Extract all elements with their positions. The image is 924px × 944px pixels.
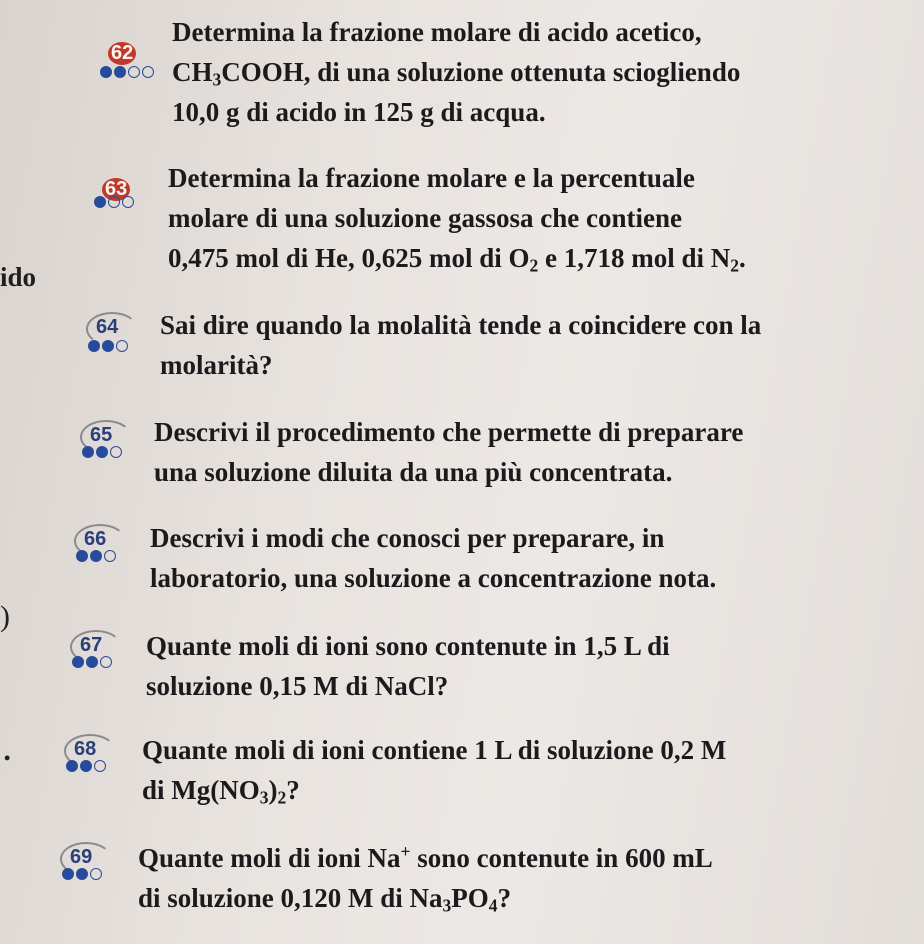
exercise-text — [142, 730, 726, 810]
exercise-number-badge — [92, 178, 168, 234]
difficulty-dots — [76, 550, 116, 562]
difficulty-dot-empty — [108, 196, 120, 208]
exercise-number: 62 — [108, 42, 136, 65]
difficulty-dots — [100, 66, 154, 78]
margin-dot-fragment: • — [4, 748, 11, 768]
exercise-number: 64 — [96, 316, 119, 338]
text-line: $CH_3COOH$, di una soluzione ottenuta sciogliendo — [172, 57, 741, 90]
difficulty-dot-filled — [76, 868, 88, 880]
text-line: molarità? — [160, 350, 273, 380]
exercise-text — [150, 518, 716, 598]
exercise-text — [138, 838, 713, 918]
text-line: Determina la frazione molare e la percentuale — [168, 163, 695, 193]
difficulty-dot-filled — [62, 868, 74, 880]
difficulty-dot-filled — [86, 656, 98, 668]
difficulty-dot-filled — [76, 550, 88, 562]
difficulty-dots — [82, 446, 122, 458]
difficulty-dot-empty — [142, 66, 154, 78]
exercise-number: 67 — [80, 634, 103, 656]
difficulty-dot-empty — [128, 66, 140, 78]
text-line: Determina la frazione molare di acido acetico, — [172, 17, 702, 47]
difficulty-dot-filled — [88, 340, 100, 352]
exercise-text — [172, 12, 740, 132]
difficulty-dot-filled — [96, 446, 108, 458]
exercise-number-badge — [98, 42, 174, 98]
exercise-text — [146, 626, 670, 706]
text-line: 10,0 g di acido in 125 g di acqua. — [172, 97, 546, 127]
difficulty-dot-empty — [110, 446, 122, 458]
difficulty-dot-filled — [102, 340, 114, 352]
margin-paren-fragment: ) — [0, 600, 10, 633]
text-line: Quante moli di ioni sono contenute in 1,5 L di — [146, 631, 670, 661]
difficulty-dots — [66, 760, 106, 772]
difficulty-dot-empty — [104, 550, 116, 562]
exercise-number-badge — [74, 528, 150, 584]
exercise-number: 66 — [84, 528, 107, 550]
text-line: Sai dire quando la molalità tende a coincidere con la — [160, 310, 762, 340]
exercise-number-badge — [80, 424, 156, 480]
exercise-number-badge — [86, 316, 162, 372]
difficulty-dot-filled — [90, 550, 102, 562]
text-line: soluzione 0,15 M di NaCl? — [146, 671, 449, 701]
text-line: Quante moli di ioni Na+ sono contenute in 600 mL — [138, 841, 713, 873]
difficulty-dot-filled — [66, 760, 78, 772]
text-line: laboratorio, una soluzione a concentrazione nota. — [150, 563, 717, 593]
text-line: di soluzione 0,120 M di $Na_3PO_4$? — [138, 883, 512, 916]
text-line: 0,475 mol di He, 0,625 mol di $O_2$ e 1,718 mol di $N_2$. — [168, 243, 746, 276]
difficulty-dot-filled — [80, 760, 92, 772]
exercise-text — [154, 412, 743, 492]
exercise-number-badge — [70, 634, 146, 690]
exercise-text — [168, 158, 746, 278]
difficulty-dots — [94, 196, 134, 208]
text-line: Quante moli di ioni contiene 1 L di soluzione 0,2 M — [142, 735, 727, 765]
exercise-number: 68 — [74, 738, 97, 760]
exercise-number: 69 — [70, 846, 93, 868]
difficulty-dot-filled — [100, 66, 112, 78]
text-line: Descrivi il procedimento che permette di preparare — [154, 417, 744, 447]
difficulty-dot-empty — [116, 340, 128, 352]
text-line: una soluzione diluita da una più concentrata. — [154, 457, 673, 487]
exercise-number-badge — [60, 846, 136, 902]
difficulty-dot-filled — [94, 196, 106, 208]
difficulty-dots — [62, 868, 102, 880]
text-line: molare di una soluzione gassosa che contiene — [168, 203, 683, 233]
exercise-text — [160, 305, 761, 385]
difficulty-dot-empty — [94, 760, 106, 772]
difficulty-dots — [88, 340, 128, 352]
margin-text-fragment: ido — [0, 262, 37, 292]
difficulty-dot-filled — [72, 656, 84, 668]
difficulty-dot-empty — [100, 656, 112, 668]
difficulty-dot-filled — [82, 446, 94, 458]
difficulty-dots — [72, 656, 112, 668]
difficulty-dot-filled — [114, 66, 126, 78]
text-line: Descrivi i modi che conosci per preparare, in — [150, 523, 665, 553]
exercise-number-badge — [64, 738, 140, 794]
difficulty-dot-empty — [90, 868, 102, 880]
text-line: di $Mg(NO_3)_2$? — [142, 775, 300, 808]
exercise-number: 63 — [102, 178, 130, 201]
difficulty-dot-empty — [122, 196, 134, 208]
exercise-number: 65 — [90, 424, 113, 446]
